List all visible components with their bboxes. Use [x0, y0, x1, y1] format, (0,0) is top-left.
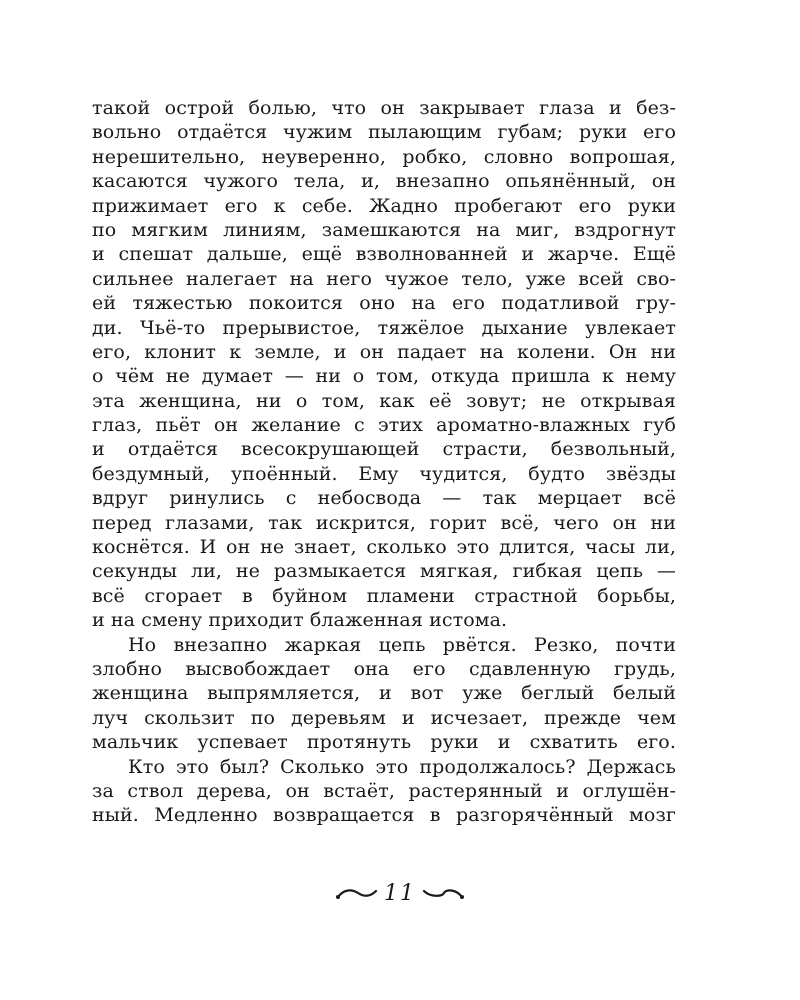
text-line: и отдаётся всесокрушающей страсти, безвольный, — [92, 438, 676, 461]
right-flourish-icon — [422, 885, 466, 901]
text-line: ный. Медленно возвращается в разгорячённый мозг — [92, 804, 676, 827]
paragraph-2 — [92, 633, 676, 755]
text-line: перед глазами, так искрится, горит всё, чего он ни — [92, 511, 676, 534]
text-line: его, клонит к земле, и он падает на колени. Он ни — [92, 340, 676, 363]
text-line: и спешат дальше, ещё взволнованней и жарче. Ещё — [92, 243, 676, 266]
text-line: коснётся. И он не знает, сколько это длится, часы ли, — [92, 536, 676, 559]
text-line: такой острой болью, что он закрывает глаза и без- — [92, 97, 676, 119]
page-text — [92, 96, 676, 828]
text-line: бездумный, упоённый. Ему чудится, будто звёзды — [92, 462, 676, 485]
text-line: луч скользит по деревьям и исчезает, прежде чем — [92, 706, 676, 729]
text-line: за ствол дерева, он встаёт, растерянный и оглушён- — [92, 779, 676, 802]
paragraph-3 — [92, 755, 676, 828]
text-line: о чём не думает — ни о том, откуда пришла к нему — [92, 365, 676, 388]
text-line: нерешительно, неуверенно, робко, словно вопрошая, — [92, 145, 676, 168]
page-folio — [0, 878, 800, 908]
text-line: Но внезапно жаркая цепь рвётся. Резко, почти — [128, 633, 676, 656]
text-line: мальчик успевает протянуть руки и схватить его. — [92, 731, 676, 754]
text-line: Кто это был? Сколько это продолжалось? Держась — [128, 755, 676, 778]
text-line: ей тяжестью покоится оно на его податливой гру- — [92, 292, 676, 315]
text-line: эта женщина, ни о том, как её зовут; не открывая — [92, 389, 676, 412]
text-line: вдруг ринулись с небосвода — так мерцает всё — [92, 487, 676, 510]
page-number: 11 — [384, 880, 416, 906]
paragraph-1 — [92, 96, 676, 633]
text-line: злобно высвобождает она его сдавленную грудь, — [92, 657, 676, 680]
text-line: секунды ли, не размыкается мягкая, гибкая цепь — — [92, 560, 676, 583]
text-line: вольно отдаётся чужим пылающим губам; руки его — [92, 121, 676, 144]
left-flourish-icon — [334, 885, 378, 901]
text-line: прижимает его к себе. Жадно пробегают его руки — [92, 194, 676, 217]
text-line: ди. Чьё-то прерывистое, тяжёлое дыхание увлекает — [92, 316, 676, 339]
text-line: глаз, пьёт он желание с этих ароматно-влажных губ — [92, 414, 676, 437]
text-line: и на смену приходит блаженная истома. — [92, 609, 508, 632]
text-line: по мягким линиям, замешкаются на миг, вздрогнут — [92, 218, 676, 241]
text-line: сильнее налегает на него чужое тело, уже всей сво- — [92, 267, 676, 290]
text-line: женщина выпрямляется, и вот уже беглый белый — [92, 682, 676, 705]
text-line: касаются чужого тела, и, внезапно опьянённый, он — [92, 170, 676, 193]
text-line: всё сгорает в буйном пламени страстной борьбы, — [92, 584, 676, 607]
